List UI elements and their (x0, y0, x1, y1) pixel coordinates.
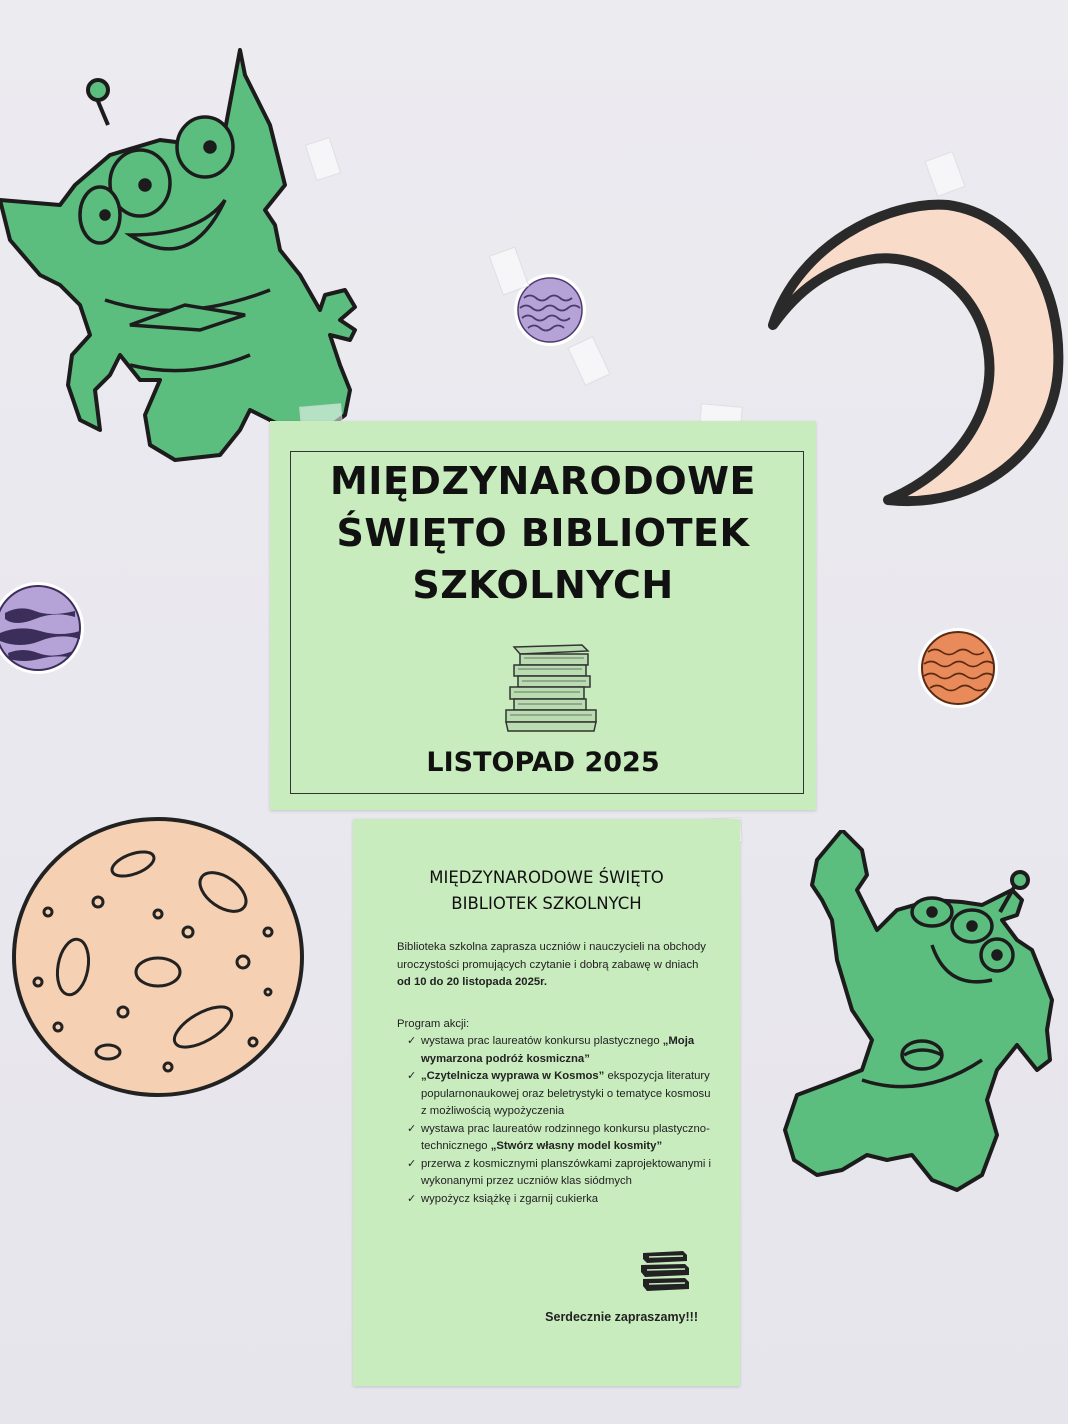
program-item (407, 1191, 717, 1209)
info-title (353, 865, 740, 917)
program-list (407, 1033, 717, 1208)
item-bold: „Czytelnicza wyprawa w Kosmos” (421, 1070, 605, 1082)
info-poster (353, 819, 740, 1386)
intro-text: Biblioteka szkolna zaprasza uczniów i nauczycieli na obchody uroczystości promujących czytanie i dobrą zabawę w dniach (397, 941, 706, 971)
info-title-line-2: BIBLIOTEK SZKOLNYCH (451, 894, 642, 913)
checkmark-icon: ✓ (407, 1070, 417, 1082)
item-bold: „Stwórz własny model kosmity” (490, 1140, 663, 1152)
poster-title-line-3: SZKOLNYCH (412, 563, 674, 607)
purple-planet-left-icon (0, 578, 86, 680)
item-text: wystawa prac laureatów konkursu plastycznego (421, 1035, 663, 1047)
program-item (407, 1033, 717, 1068)
checkmark-icon: ✓ (407, 1035, 417, 1047)
books-icon (639, 1247, 691, 1295)
orange-planet-icon (916, 626, 1000, 710)
poster-title-line-1: MIĘDZYNARODOWE (329, 459, 757, 503)
closing-text: Serdecznie zapraszamy!!! (545, 1310, 698, 1324)
program-item (407, 1068, 717, 1121)
intro-dates: od 10 do 20 listopada 2025r. (397, 976, 548, 988)
item-after: ekspozycja literatury popularnonaukowej oraz beletrystyki o tematyce kosmosu z możliwością wypożyczenia (421, 1070, 711, 1117)
tape (567, 336, 610, 386)
item-text: wypożycz książkę i zgarnij cukierka (421, 1192, 599, 1205)
alien-top-left-icon (0, 35, 370, 465)
info-intro (397, 939, 713, 992)
program-item (407, 1121, 717, 1156)
item-text: wystawa prac laureatów rodzinnego konkursu plastyczno-technicznego (421, 1122, 710, 1152)
checkmark-icon: ✓ (407, 1192, 417, 1205)
checkmark-icon: ✓ (407, 1122, 417, 1135)
books-stack-icon (500, 641, 600, 737)
checkmark-icon: ✓ (407, 1157, 417, 1170)
program-title: Program akcji: (397, 1018, 470, 1030)
poster-title (270, 455, 816, 611)
big-planet-icon (8, 812, 308, 1102)
program-item (407, 1156, 717, 1191)
tape (489, 246, 530, 295)
info-title-line-1: MIĘDZYNARODOWE ŚWIĘTO (429, 868, 664, 887)
alien-bottom-right-icon (782, 830, 1068, 1200)
poster-date: LISTOPAD 2025 (426, 747, 660, 778)
poster-title-line-2: ŚWIĘTO BIBLIOTEK (336, 511, 750, 555)
item-bold: „Moja wymarzona podróż kosmiczna” (421, 1035, 695, 1065)
main-poster (270, 421, 816, 810)
item-text: przerwa z kosmicznymi planszówkami zaprojektowanymi i wykonanymi przez uczniów klas siódmych (421, 1157, 712, 1187)
